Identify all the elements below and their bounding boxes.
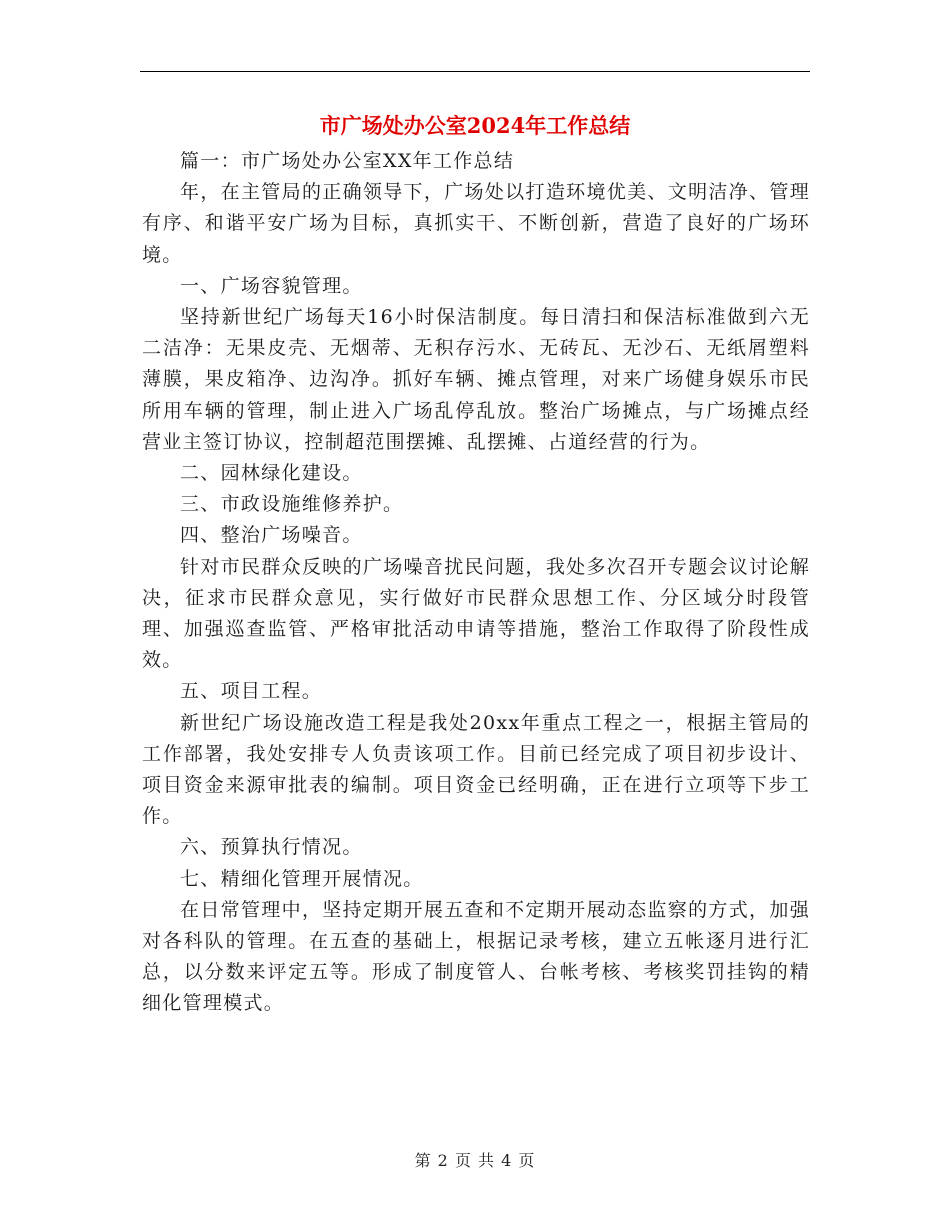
page-number-label: 第 2 页 共 4 页 [414, 1151, 536, 1170]
paragraph-6: 在日常管理中，坚持定期开展五查和不定期开展动态监察的方式，加强对各科队的管理。在五查的基础上，根据记录考核，建立五帐逐月进行汇总，以分数来评定五等。形成了制度管人、台帐考核、考核奖罚挂钩的精细化管理模式。 [142, 898, 810, 1015]
document-body [142, 146, 810, 1020]
section-heading-6: 六、预算执行情况。 [180, 836, 363, 859]
paragraph-4: 针对市民群众反映的广场噪音扰民问题，我处多次召开专题会议讨论解决，征求市民群众意见，实行做好市民群众思想工作、分区域分时段管理、加强巡查监管、严格审批活动申请等措施，整治工作取得了阶段性成效。 [142, 555, 810, 672]
page-footer [0, 1148, 950, 1171]
section-heading-1: 一、广场容貌管理。 [180, 274, 363, 297]
paragraph-3: 坚持新世纪广场每天16小时保洁制度。每日清扫和保洁标准做到六无二洁净：无果皮壳、无烟蒂、无积存污水、无砖瓦、无沙石、无纸屑塑料薄膜，果皮箱净、边沟净。抓好车辆、摊点管理，对来广场健身娱乐市民所用车辆的管理，制止进入广场乱停乱放。整治广场摊点，与广场摊点经营业主签订协议，控制超范围摆摊、乱摆摊、占道经营的行为。 [142, 306, 810, 453]
paragraph-2: 年，在主管局的正确领导下，广场处以打造环境优美、文明洁净、管理有序、和谐平安广场为目标，真抓实干、不断创新，营造了良好的广场环境。 [142, 181, 810, 266]
section-heading-5: 五、项目工程。 [180, 680, 323, 703]
header-rule [140, 71, 810, 72]
paragraph-5: 新世纪广场设施改造工程是我处20xx年重点工程之一，根据主管局的工作部署，我处安排专人负责该项工作。目前已经完成了项目初步设计、项目资金来源审批表的编制。项目资金已经明确，正在进行立项等下步工作。 [142, 711, 810, 828]
section-heading-4: 四、整治广场噪音。 [180, 524, 363, 547]
section-heading-2: 二、园林绿化建设。 [180, 462, 363, 485]
section-heading-7: 七、精细化管理开展情况。 [180, 867, 424, 890]
section-heading-3: 三、市政设施维修养护。 [180, 493, 404, 516]
document-title: 市广场处办公室2024年工作总结 [319, 113, 631, 138]
paragraph-1: 篇一：市广场处办公室XX年工作总结 [180, 150, 515, 172]
